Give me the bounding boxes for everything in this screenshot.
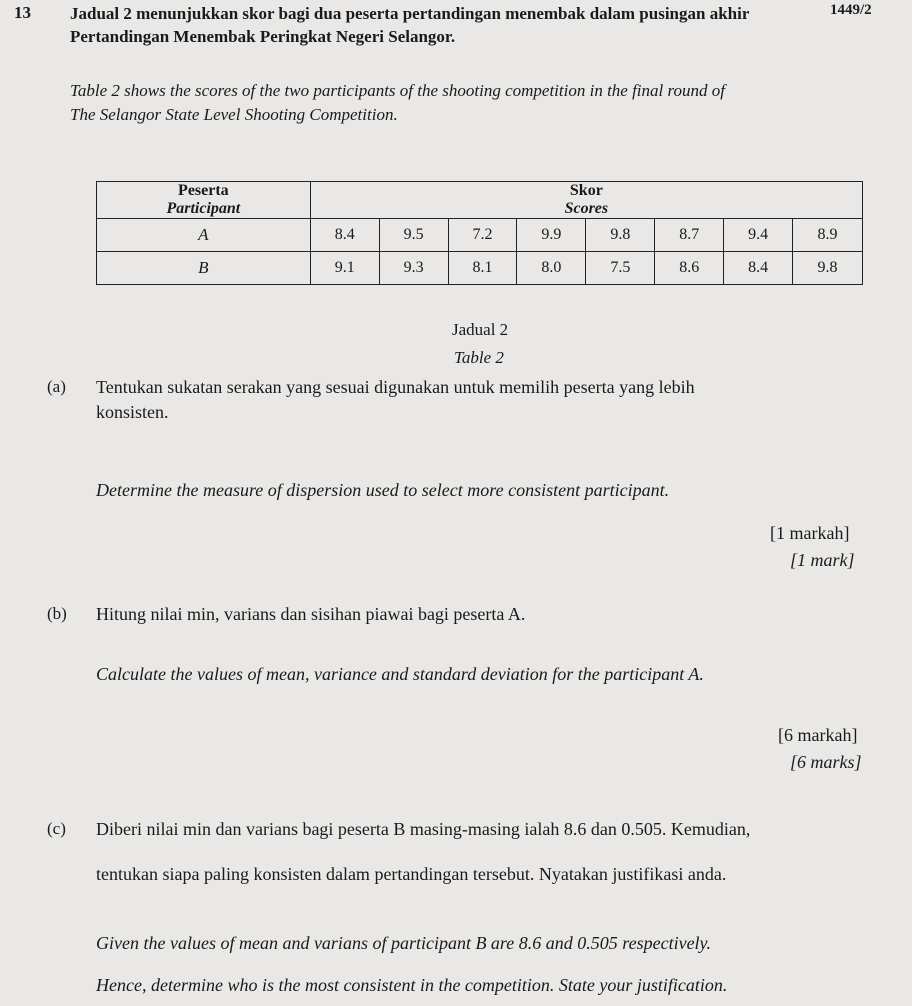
participant-header-malay: Peserta xyxy=(178,182,229,199)
intro-english-line-1: Table 2 shows the scores of the two participants of the shooting competition in the final round of xyxy=(70,81,725,100)
score-cell: 7.2 xyxy=(448,219,517,252)
score-cell: 8.9 xyxy=(793,219,863,252)
score-cell: 7.5 xyxy=(586,252,655,285)
score-cell: 9.9 xyxy=(517,219,586,252)
part-c-english-line-1: Given the values of mean and varians of participant B are 8.6 and 0.505 respectively. xyxy=(96,933,712,953)
participant-label: B xyxy=(97,252,311,285)
table-header-row xyxy=(97,182,863,219)
part-a-marks-english: [1 mark] xyxy=(790,550,855,570)
part-a-malay-line-1: Tentukan sukatan serakan yang sesuai digunakan untuk memilih peserta yang lebih xyxy=(96,377,695,397)
score-cell: 9.8 xyxy=(586,219,655,252)
score-cell: 9.5 xyxy=(379,219,448,252)
score-cell: 8.4 xyxy=(724,252,793,285)
score-cell: 8.4 xyxy=(310,219,379,252)
participant-header-cell xyxy=(97,182,311,219)
intro-english-line-2: The Selangor State Level Shooting Competition. xyxy=(70,105,398,124)
score-cell: 8.7 xyxy=(655,219,724,252)
part-b-english: Calculate the values of mean, variance and standard deviation for the participant A. xyxy=(96,664,704,684)
scores-header-cell xyxy=(310,182,862,219)
score-cell: 8.1 xyxy=(448,252,517,285)
table-row xyxy=(97,219,863,252)
scores-header-malay: Skor xyxy=(569,182,603,199)
part-c-malay-line-2: tentukan siapa paling konsisten dalam pertandingan tersebut. Nyatakan justifikasi anda. xyxy=(96,864,727,884)
scores-header-english: Scores xyxy=(564,200,609,217)
table-caption-malay: Jadual 2 xyxy=(452,320,509,339)
score-cell: 9.3 xyxy=(379,252,448,285)
table-caption-english: Table 2 xyxy=(454,348,504,367)
participant-header-english: Participant xyxy=(166,200,241,217)
intro-malay-line-2: Pertandingan Menembak Peringkat Negeri Selangor. xyxy=(70,27,456,46)
score-cell: 8.6 xyxy=(655,252,724,285)
scores-table xyxy=(96,181,863,285)
part-b-marks-english: [6 marks] xyxy=(790,752,862,772)
part-b-label: (b) xyxy=(47,604,67,623)
part-b-marks-malay: [6 markah] xyxy=(778,725,858,745)
score-cell: 9.1 xyxy=(310,252,379,285)
part-a-label: (a) xyxy=(47,377,66,396)
intro-malay-line-1: Jadual 2 menunjukkan skor bagi dua peserta pertandingan menembak dalam pusingan akhir xyxy=(70,4,750,23)
table-row xyxy=(97,252,863,285)
part-b-malay: Hitung nilai min, varians dan sisihan piawai bagi peserta A. xyxy=(96,604,526,624)
question-number: 13 xyxy=(14,3,31,22)
part-a-malay-line-2: konsisten. xyxy=(96,402,169,422)
paper-code: 1449/2 xyxy=(830,2,872,18)
score-cell: 9.8 xyxy=(793,252,863,285)
part-a-marks-malay: [1 markah] xyxy=(770,523,850,543)
score-cell: 8.0 xyxy=(517,252,586,285)
part-c-english-line-2: Hence, determine who is the most consistent in the competition. State your justification. xyxy=(96,975,728,995)
part-a-english: Determine the measure of dispersion used to select more consistent participant. xyxy=(96,480,670,500)
participant-label: A xyxy=(97,219,311,252)
score-cell: 9.4 xyxy=(724,219,793,252)
part-c-malay-line-1: Diberi nilai min dan varians bagi peserta B masing-masing ialah 8.6 dan 0.505. Kemudian, xyxy=(96,819,751,839)
part-c-label: (c) xyxy=(47,819,66,838)
